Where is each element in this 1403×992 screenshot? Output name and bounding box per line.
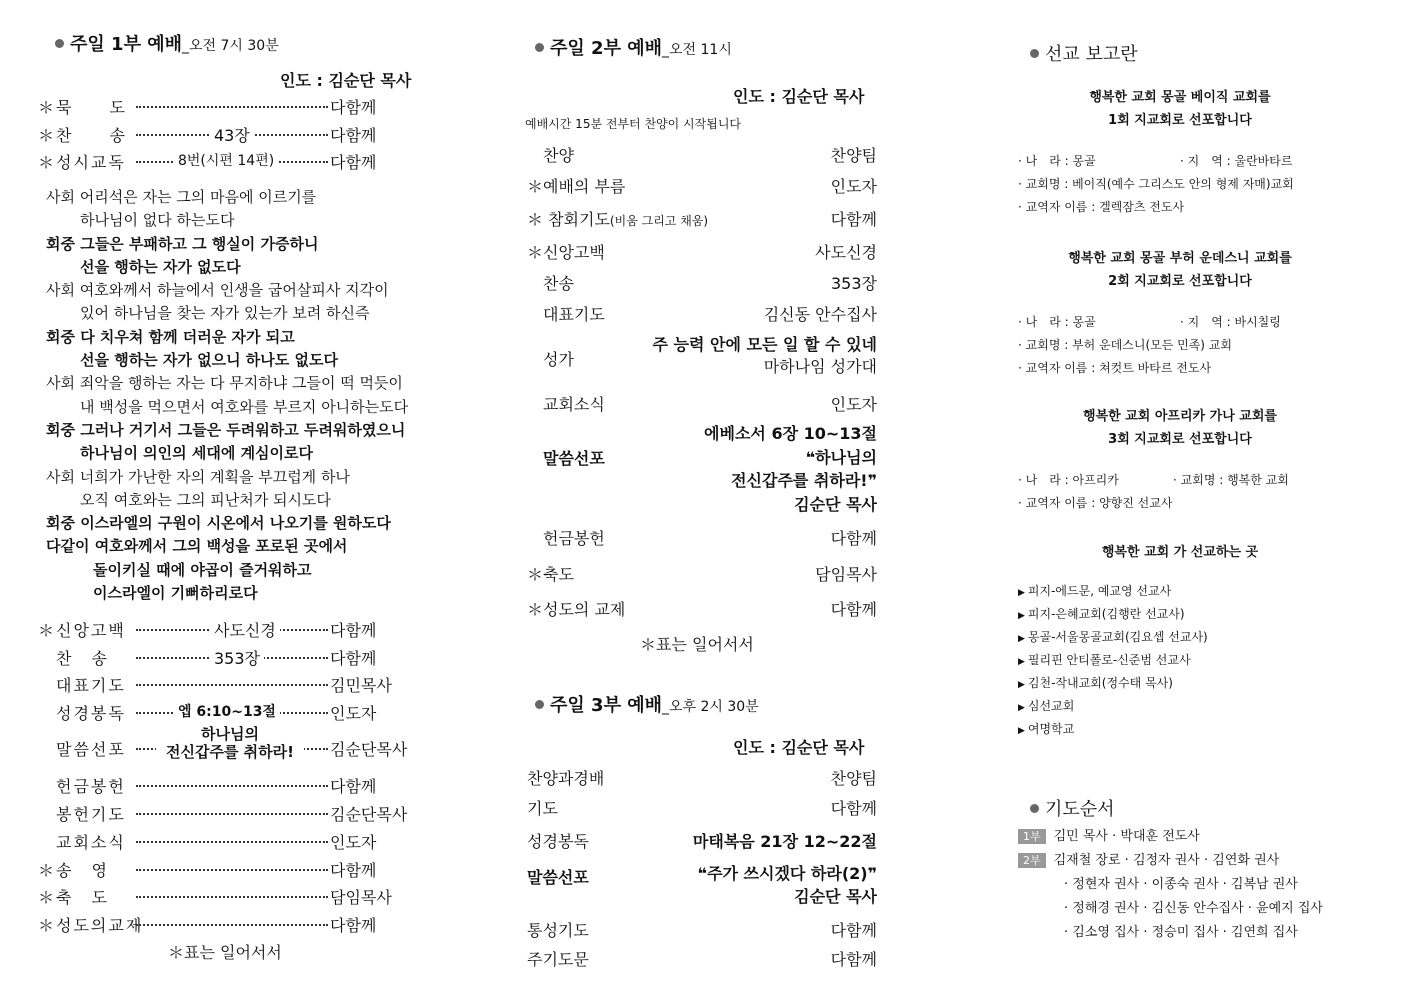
order-label-wrap: [527, 207, 708, 230]
order-person: 다함께: [830, 921, 877, 940]
prayer-line: [1064, 873, 1298, 892]
bullet-icon: [55, 39, 64, 48]
triangle-right-icon: ▶: [1018, 588, 1025, 598]
bullet-icon: [1030, 804, 1039, 813]
sermon-scripture: 에베소서 6장 10~13절: [704, 424, 877, 443]
sermon-title-2: 전신갑주를 취하라!❞: [731, 471, 877, 490]
order-label: 헌금봉헌: [527, 529, 605, 548]
mission-info: · 교회명 : 행복한 교회: [1173, 473, 1289, 487]
order-label: 대표기도: [56, 676, 126, 695]
order-detail: 353장: [210, 646, 264, 669]
responsive-reading: [46, 186, 408, 605]
triangle-right-icon: ▶: [1018, 611, 1025, 621]
prayer-line: [1064, 897, 1323, 916]
support-item: [1018, 674, 1173, 691]
support-item: [1018, 651, 1191, 668]
service3-sermon-block: [640, 862, 877, 908]
order-detail: 43장: [210, 123, 254, 146]
mission-title-line: 행복한 교회 몽골 베이직 교회를: [1089, 90, 1271, 105]
order-person: 다함께: [330, 916, 377, 935]
prayer-names: · 김소영 집사 · 정승미 집사 · 김연희 집사: [1064, 925, 1298, 940]
mission-info-line: [1018, 359, 1211, 376]
order-label: 통성기도: [527, 921, 589, 940]
mission-info: · 교역자 이름 : 쳐컷트 바타르 전도사: [1018, 361, 1212, 375]
dotted-leader: [136, 106, 328, 108]
reading-line: 사회 여호와께서 하늘에서 인생을 굽어살피사 지각이: [46, 281, 389, 300]
order-detail-line: 전신갑주를 취하라!: [166, 743, 294, 761]
order-row: [38, 673, 425, 697]
dotted-leader: [136, 841, 328, 843]
order-person: 다함께: [330, 126, 377, 145]
order-label: 묵 도: [56, 98, 127, 117]
standing-mark: ＊: [38, 621, 55, 640]
service2-notice: 예배시간 15분 전부터 찬양이 시작됩니다: [525, 117, 742, 131]
dotted-leader: [136, 684, 328, 686]
support-text: 심선교회: [1027, 699, 1075, 713]
service3-sermon-preacher: 김순단 목사: [794, 887, 877, 906]
support-text: 필리핀 안티폴로-신준범 선교사: [1027, 653, 1191, 667]
support-item: [1018, 605, 1185, 622]
order-label: 축 도: [56, 888, 109, 907]
service3-header: [535, 691, 759, 717]
service1-leader: 인도 : 김순단 목사: [280, 71, 412, 90]
standing-mark: ＊: [38, 153, 55, 172]
order-person: 담임목사: [815, 565, 877, 584]
order-person: 김순단목사: [330, 740, 408, 759]
order-label: 신앙고백: [56, 621, 126, 640]
order-label-wrap: [527, 240, 605, 263]
reading-label: 성경봉독: [527, 832, 589, 851]
mission-info: · 지 역 : 울란바타르: [1180, 154, 1293, 168]
order-person: 다함께: [330, 153, 377, 172]
order-detail: 엡 6:10~13절: [174, 701, 280, 721]
order-person: 다함께: [330, 777, 377, 796]
order-label: 찬 송: [56, 649, 109, 668]
mission-info-line: [1018, 336, 1232, 353]
sermon-label: 말씀선포: [527, 449, 605, 468]
triangle-right-icon: ▶: [1018, 726, 1025, 736]
order-person: 다함께: [330, 98, 377, 117]
prayer-names: · 정해경 권사 · 김신동 안수집사 · 윤예지 집사: [1064, 901, 1323, 916]
prayer-names: 김재철 장로 · 김정자 권사 · 김연화 권사: [1053, 853, 1280, 868]
mission-info-line: [1018, 198, 1184, 215]
reading-line: 다같이 여호와께서 그의 백성을 포로된 곳에서: [46, 537, 348, 556]
mission-info: · 교역자 이름 : 겔렉잠츠 전도사: [1018, 200, 1185, 214]
dotted-leader: [136, 869, 328, 871]
order-label-wrap: [527, 143, 574, 166]
reading-text: 마태복음 21장 12~22절: [692, 832, 877, 851]
triangle-right-icon: ▶: [1018, 657, 1025, 667]
reading-line: 이스라엘이 기뻐하리로다: [93, 584, 258, 603]
mission-header: [1030, 40, 1138, 66]
order-person: 인도자: [330, 704, 377, 723]
reading-line: 회중 다 치우쳐 함께 더러운 자가 되고: [46, 327, 295, 346]
order-label: 찬양과경배: [527, 769, 605, 788]
order-label-wrap: [527, 302, 605, 325]
order-label: ＊예배의 부름: [527, 177, 626, 196]
order-person: 다함께: [330, 861, 377, 880]
mission-title-line: 1회 지교회로 선포합니다: [1108, 113, 1252, 128]
order-row: [38, 774, 425, 798]
mission-title-line: 3회 지교회로 선포합니다: [1108, 432, 1252, 447]
standing-mark: ＊: [38, 98, 55, 117]
mission-info-line: [1018, 313, 1281, 330]
order-row: [38, 123, 425, 147]
triangle-right-icon: ▶: [1018, 703, 1025, 713]
reading-line: 사회 죄악을 행하는 자는 다 무지하냐 그들이 떡 먹듯이: [46, 374, 403, 393]
order-label: ＊ 참회기도: [527, 210, 610, 229]
standing-mark: ＊: [38, 916, 55, 935]
service2-time: _오전 11시: [662, 42, 732, 58]
order-label-wrap: [527, 271, 574, 294]
order-detail: 사도신경: [210, 618, 280, 641]
order-label: 성도의교제: [56, 916, 144, 935]
prayer-line: [1018, 849, 1279, 868]
anthem-choir: 마하나임 성가대: [763, 357, 877, 376]
order-label: 찬양: [527, 146, 574, 165]
mission-church-title: [1020, 86, 1340, 132]
mission-title-line: 2회 지교회로 선포합니다: [1108, 274, 1252, 289]
dotted-leader: [136, 813, 328, 815]
service1-header: [55, 30, 279, 56]
mission-info-line: [1018, 175, 1294, 192]
reading-line: 회중 그들은 부패하고 그 행실이 가증하니: [46, 234, 319, 253]
reading-line: 사회 어리석은 자는 그의 마음에 이르기를: [46, 188, 317, 206]
reading-line: 오직 여호와는 그의 피난처가 되시도다: [80, 490, 331, 509]
sermon-title-1: ❝하나님의: [805, 447, 877, 467]
mission-info: · 교회명 : 부허 운데스니(모든 민족) 교회: [1018, 338, 1232, 352]
order-row: [38, 913, 425, 937]
mission-info: · 나 라 : 아프리카: [1018, 473, 1119, 487]
order-note: (비움 그리고 채움): [609, 214, 709, 228]
triangle-right-icon: ▶: [1018, 634, 1025, 644]
support-text: 피지-은혜교회(김행란 선교사): [1027, 607, 1185, 621]
reading-line: 회중 그러나 거기서 그들은 두려워하고 두려워하였으니: [46, 420, 406, 439]
order-person: 찬양팀: [830, 769, 877, 788]
reading-line: 돌이키실 때에 야곱이 즐거워하고: [93, 560, 312, 579]
order-label: ＊성도의 교제: [527, 600, 626, 619]
order-label-wrap: [527, 174, 625, 197]
news-label: 교회소식: [527, 395, 605, 414]
service2-leader: 인도 : 김순단 목사: [733, 87, 865, 106]
order-person: 353장: [831, 274, 877, 293]
order-person: 다함께: [830, 210, 877, 229]
order-label: 찬송: [527, 274, 574, 293]
order-person: 김민목사: [330, 676, 392, 695]
order-label: 봉헌기도: [56, 805, 126, 824]
order-person: 인도자: [330, 833, 377, 852]
support-text: 여명학교: [1027, 722, 1075, 736]
mission-church-title: [1020, 247, 1340, 293]
mission-title: 선교 보고란: [1045, 44, 1138, 65]
reading-line: 사회 너희가 가난한 자의 계획을 부끄럽게 하나: [46, 467, 350, 486]
mission-info: · 교역자 이름 : 양향진 선교사: [1018, 496, 1173, 510]
prayer-names: · 정현자 권사 · 이종숙 권사 · 김복남 권사: [1064, 877, 1298, 892]
standing-mark: ＊: [38, 126, 55, 145]
order-label: 기도: [527, 799, 558, 818]
service1-title: 주일 1부 예배: [70, 34, 182, 55]
dotted-leader: [136, 924, 328, 926]
service1-standing-note: ＊표는 일어서서: [168, 943, 282, 962]
bullet-icon: [1030, 49, 1039, 58]
mission-info: · 나 라 : 몽골: [1018, 315, 1096, 329]
service2-title: 주일 2부 예배: [550, 38, 662, 59]
order-person: 인도자: [830, 177, 877, 196]
order-row: [38, 725, 425, 761]
prayer-header: [1030, 795, 1115, 821]
prayer-line: [1064, 921, 1298, 940]
order-person: 다함께: [330, 621, 377, 640]
service3-leader: 인도 : 김순단 목사: [733, 738, 865, 757]
order-row: [38, 646, 425, 670]
mission-title-line: 행복한 교회 몽골 부허 운데스니 교회를: [1068, 251, 1292, 266]
order-row: [38, 701, 425, 725]
order-row: [38, 885, 425, 909]
mission-info: · 지 역 : 바시칠링: [1180, 315, 1281, 329]
mission-info-line: [1018, 494, 1172, 511]
service2-header: [535, 34, 732, 60]
support-text: 피지-에드문, 예교영 선교사: [1027, 584, 1172, 598]
support-item: [1018, 720, 1074, 737]
service3-sermon-label: 말씀선포: [527, 868, 589, 887]
order-detail: [156, 725, 304, 761]
news-who: 인도자: [830, 395, 877, 414]
order-person: 다함께: [830, 600, 877, 619]
order-detail: 8번(시편 14편): [174, 150, 278, 170]
order-person: 다함께: [830, 529, 877, 548]
standing-mark: ＊: [38, 861, 55, 880]
order-row: [38, 830, 425, 854]
order-person: 다함께: [830, 950, 877, 969]
order-person: 사도신경: [815, 243, 877, 262]
mission-info: · 교회명 : 베이직(예수 그리스도 안의 형제 자매)교회: [1018, 177, 1294, 191]
sermon-preacher: 김순단 목사: [794, 494, 877, 514]
reading-line: 있어 하나님을 찾는 자가 있는가 보려 하신즉: [80, 304, 370, 323]
dotted-leader: [136, 785, 328, 787]
order-person: 담임목사: [330, 888, 392, 907]
mission-info: · 나 라 : 몽골: [1018, 154, 1096, 168]
reading-line: 선을 행하는 자가 없도다: [80, 257, 241, 276]
service3-sermon-title: ❝주가 쓰시겠다 하라(2)❞: [697, 864, 877, 883]
prayer-names: 김민 목사 · 박대훈 전도사: [1053, 829, 1200, 844]
order-label: 말씀선포: [56, 740, 126, 759]
order-row: [38, 858, 425, 882]
mission-info-line: [1018, 152, 1293, 169]
order-row: [38, 95, 425, 119]
service1-time: _오전 7시 30분: [182, 38, 279, 54]
support-text: 몽골-서울몽골교회(김요셉 선교사): [1027, 630, 1208, 644]
anthem-label: 성가: [527, 350, 574, 369]
prayer-tag: 1부: [1018, 829, 1046, 844]
prayer-line: [1018, 825, 1200, 844]
reading-line: 선을 행하는 자가 없으니 하나도 없도다: [80, 351, 338, 370]
prayer-tag: 2부: [1018, 853, 1046, 868]
order-row: [38, 618, 425, 642]
reading-line: 내 백성을 먹으면서 여호와를 부르지 아니하는도다: [80, 397, 409, 416]
order-label: 찬 송: [56, 126, 127, 145]
reading-line: 하나님이 없다 하는도다: [80, 211, 235, 230]
order-row: [38, 150, 425, 174]
order-label: 헌금봉헌: [56, 777, 126, 796]
mission-church-title: [1020, 405, 1340, 451]
service2-standing-note: ＊표는 일어서서: [640, 635, 754, 654]
support-item: [1018, 628, 1208, 645]
triangle-right-icon: ▶: [1018, 680, 1025, 690]
reading-line: 회중 이스라엘의 구원이 시온에서 나오기를 원하도다: [46, 514, 391, 533]
service3-time: _오후 2시 30분: [662, 699, 759, 715]
mission-info-line: [1018, 471, 1289, 488]
anthem-title: 주 능력 안에 모든 일 할 수 있네: [652, 335, 877, 354]
dotted-leader: [136, 896, 328, 898]
support-item: [1018, 697, 1074, 714]
support-title: 행복한 교회 가 선교하는 곳: [1101, 545, 1259, 560]
support-item: [1018, 582, 1171, 599]
support-text: 김천-작내교회(정수태 목사): [1027, 676, 1173, 690]
order-label: ＊축도: [527, 565, 574, 584]
order-person: 다함께: [330, 649, 377, 668]
order-person: 김순단목사: [330, 805, 408, 824]
bullet-icon: [535, 43, 544, 52]
anthem-block: [640, 334, 877, 378]
mission-title-line: 행복한 교회 아프리카 가나 교회를: [1083, 409, 1277, 424]
order-label: ＊신앙고백: [527, 243, 605, 262]
standing-mark: ＊: [38, 888, 55, 907]
order-detail-line: 하나님의: [201, 725, 259, 743]
reading-line: 하나님이 의인의 세대에 계심이로다: [80, 444, 314, 463]
service2-sermon-block: [680, 422, 877, 516]
prayer-title: 기도순서: [1045, 799, 1115, 820]
order-label: 송 영: [56, 861, 109, 880]
order-label: 성시교독: [56, 153, 126, 172]
order-label: 교회소식: [56, 833, 126, 852]
order-person: 찬양팀: [830, 146, 877, 165]
order-label: 주기도문: [527, 950, 589, 969]
bullet-icon: [535, 700, 544, 709]
order-person: 다함께: [830, 799, 877, 818]
order-row: [38, 802, 425, 826]
service3-title: 주일 3부 예배: [550, 695, 662, 716]
order-label: 성경봉독: [56, 704, 126, 723]
order-person: 김신동 안수집사: [763, 305, 877, 324]
order-label: 대표기도: [527, 305, 605, 324]
